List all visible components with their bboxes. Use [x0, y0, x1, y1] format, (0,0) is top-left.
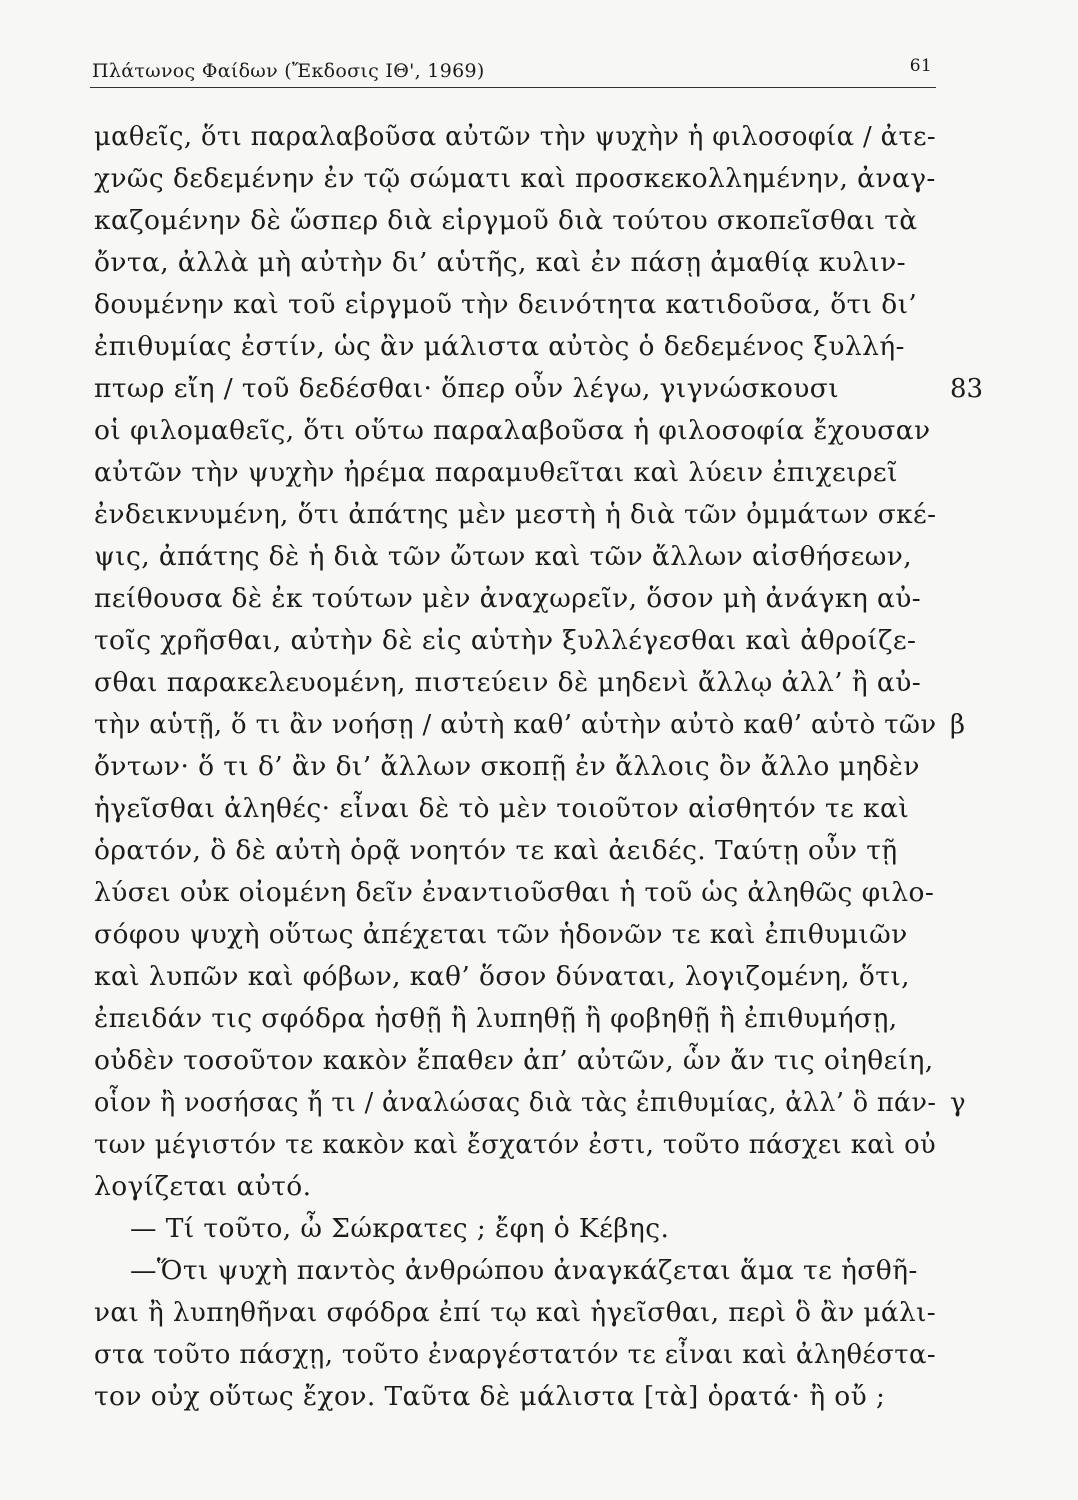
text-line: ὄντα, ἀλλὰ μὴ αὐτὴν δι’ αὑτῆς, καὶ ἐν πάσῃ ἀμαθίᾳ κυλιν-	[94, 247, 907, 278]
text-line: καζομένην δὲ ὥσπερ διὰ εἱργμοῦ διὰ τούτου σκοπεῖσθαι τὰ	[94, 205, 918, 236]
header-title: Πλάτωνος Φαίδων (Ἔκδοσις ΙΘ', 1969)	[92, 60, 485, 82]
margin-stephanus-g: γ	[950, 1088, 966, 1118]
text-line: των μέγιστόν τε κακὸν καὶ ἔσχατόν ἐστι, τοῦτο πάσχει καὶ οὐ	[94, 1129, 937, 1160]
text-line: λογίζεται αὐτό.	[94, 1171, 312, 1202]
text-line: σόφου ψυχὴ οὕτως ἀπέχεται τῶν ἡδονῶν τε καὶ ἐπιθυμιῶν	[94, 919, 908, 950]
text-line: οὐδὲν τοσοῦτον κακὸν ἔπαθεν ἀπ’ αὐτῶν, ὧν ἄν τις οἰηθείη,	[94, 1045, 934, 1076]
text-line: ἐπειδάν τις σφόδρα ἡσθῇ ἢ λυπηθῇ ἢ φοβηθῇ ἢ ἐπιθυμήσῃ,	[94, 1003, 898, 1034]
text-line: ἡγεῖσθαι ἀληθές· εἶναι δὲ τὸ μὲν τοιοῦτον αἰσθητόν τε καὶ	[94, 793, 910, 824]
text-line: πείθουσα δὲ ἐκ τούτων μὲν ἀναχωρεῖν, ὅσον μὴ ἀνάγκη αὐ-	[94, 583, 922, 614]
text-line: ὄντων· ὅ τι δ’ ἂν δι’ ἄλλων σκοπῇ ἐν ἄλλοις ὂν ἄλλο μηδὲν	[94, 751, 920, 782]
text-line: καὶ λυπῶν καὶ φόβων, καθ’ ὅσον δύναται, λογιζομένη, ὅτι,	[94, 961, 910, 992]
dialogue-line: — Τί τοῦτο, ὦ Σώκρατες ; ἔφη ὁ Κέβης.	[130, 1213, 670, 1244]
text-line: τὴν αὑτῇ, ὅ τι ἂν νοήσῃ / αὐτὴ καθ’ αὑτὴν αὐτὸ καθ’ αὑτὸ τῶν	[94, 709, 937, 740]
dialogue-line: —Ὅτι ψυχὴ παντὸς ἀνθρώπου ἀναγκάζεται ἅμα τε ἡσθῆ-	[130, 1255, 918, 1286]
text-line: ἐπιθυμίας ἐστίν, ὡς ἂν μάλιστα αὐτὸς ὁ δεδεμένος ξυλλή-	[94, 331, 905, 362]
text-line: λύσει οὐκ οἰομένη δεῖν ἐναντιοῦσθαι ἡ τοῦ ὡς ἀληθῶς φιλο-	[94, 877, 935, 908]
text-line: πτωρ εἴη / τοῦ δεδέσθαι· ὅπερ οὖν λέγω, γιγνώσκουσι	[94, 373, 840, 404]
text-line: αὐτῶν τὴν ψυχὴν ἠρέμα παραμυθεῖται καὶ λύειν ἐπιχειρεῖ	[94, 457, 898, 488]
text-line: ψις, ἀπάτης δὲ ἡ διὰ τῶν ὤτων καὶ τῶν ἄλλων αἰσθήσεων,	[94, 541, 913, 572]
text-line: σθαι παρακελευομένη, πιστεύειν δὲ μηδενὶ ἄλλῳ ἀλλ’ ἢ αὐ-	[94, 667, 922, 698]
text-line: οἱ φιλομαθεῖς, ὅτι οὕτω παραλαβοῦσα ἡ φιλοσοφία ἔχουσαν	[94, 415, 931, 446]
margin-stephanus-83: 83	[950, 374, 984, 404]
margin-stephanus-b: β	[950, 710, 966, 740]
text-line: ναι ἢ λυπηθῆναι σφόδρα ἐπί τῳ καὶ ἡγεῖσθαι, περὶ ὃ ἂν μάλι-	[94, 1297, 937, 1328]
text-line: μαθεῖς, ὅτι παραλαβοῦσα αὐτῶν τὴν ψυχὴν ἡ φιλοσοφία / ἀτε-	[94, 121, 936, 152]
text-line: στα τοῦτο πάσχῃ, τοῦτο ἐναργέστατόν τε εἶναι καὶ ἀληθέστα-	[94, 1339, 937, 1370]
running-header	[92, 56, 936, 88]
text-line: δουμένην καὶ τοῦ εἱργμοῦ τὴν δεινότητα κατιδοῦσα, ὅτι δι’	[94, 289, 918, 320]
text-line: οἷον ἢ νοσήσας ἤ τι / ἀναλώσας διὰ τὰς ἐπιθυμίας, ἀλλ’ ὃ πάν-	[94, 1087, 937, 1118]
text-line: τον οὐχ οὕτως ἔχον. Ταῦτα δὲ μάλιστα [τὰ] ὁρατά· ἢ οὔ ;	[94, 1381, 886, 1412]
header-rule	[90, 87, 936, 88]
text-line: χνῶς δεδεμένην ἐν τῷ σώματι καὶ προσκεκολλημένην, ἀναγ-	[94, 163, 936, 194]
text-line: ὁρατόν, ὃ δὲ αὐτὴ ὁρᾷ νοητόν τε καὶ ἀειδές. Ταύτῃ οὖν τῇ	[94, 835, 898, 866]
text-line: τοῖς χρῆσθαι, αὐτὴν δὲ εἰς αὑτὴν ξυλλέγεσθαι καὶ ἀθροίζε-	[94, 625, 917, 656]
text-line: ἐνδεικνυμένη, ὅτι ἀπάτης μὲν μεστὴ ἡ διὰ τῶν ὀμμάτων σκέ-	[94, 499, 937, 530]
page-number: 61	[909, 56, 932, 76]
